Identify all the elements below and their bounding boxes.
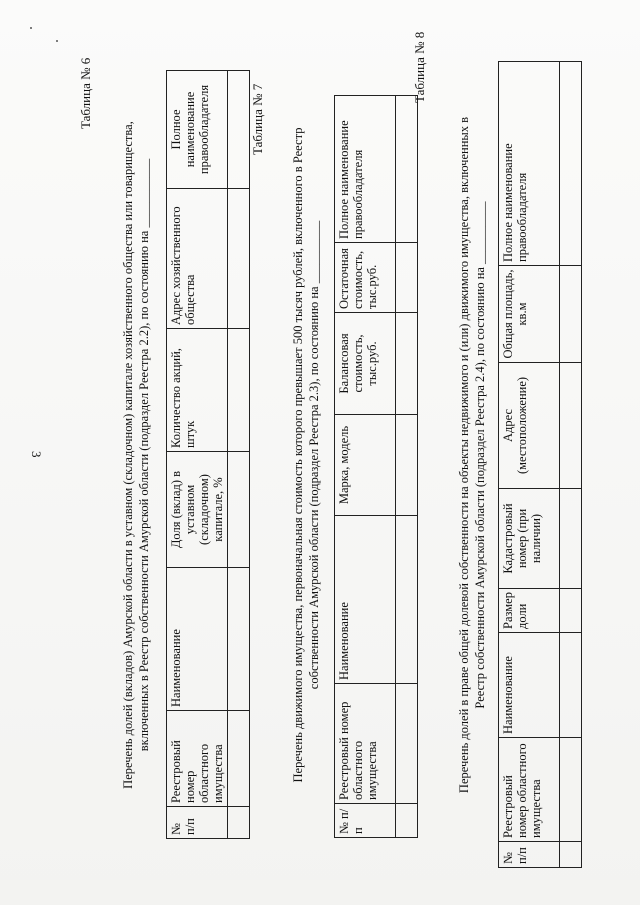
table6-header-cell: Полное наименование правообладателя — [167, 71, 228, 189]
scan-speck — [56, 40, 58, 42]
table7-title-line: собственности Амурской области (подраздел Реестра 2.3), по состоянию на __________ — [307, 220, 321, 690]
table8-cell — [560, 62, 582, 266]
table7-empty-row — [396, 96, 418, 838]
table6-header-cell: Реестровый номер областного имущества — [167, 711, 228, 807]
table8-cell — [560, 589, 582, 633]
table8-cell — [560, 842, 582, 868]
table8-empty-row — [560, 62, 582, 868]
table6-header-cell: Адрес хозяйственного общества — [167, 189, 228, 329]
table8 — [498, 61, 582, 868]
table7-header-cell: Наименование — [335, 516, 396, 684]
table8-cell — [560, 738, 582, 842]
table6-cell — [228, 329, 250, 452]
table6-header-cell: № п/п — [167, 807, 228, 839]
table6 — [166, 70, 250, 839]
page-number: 3 — [29, 451, 44, 458]
table7-header-cell: Полное наименование правообладателя — [335, 96, 396, 243]
table7-cell — [396, 804, 418, 838]
table6-title — [120, 75, 152, 835]
table8-cell — [560, 363, 582, 489]
table8-cell — [560, 633, 582, 738]
table7-cell — [396, 516, 418, 684]
table6-cell — [228, 189, 250, 329]
table6-header-cell: Доля (вклад) в уставном (складочном) капитале, % — [167, 452, 228, 568]
table8-title — [456, 65, 488, 845]
table7-title — [290, 85, 322, 825]
table6-cell — [228, 711, 250, 807]
table8-header-cell: Кадастровый номер (при наличии) — [499, 489, 560, 589]
table6-cell — [228, 807, 250, 839]
table6-header-cell: Количество акций, штук — [167, 329, 228, 452]
table7 — [334, 95, 418, 838]
table8-header-cell: Полное наименование правообладателя — [499, 62, 560, 266]
table7-title-line: Перечень движимого имущества, первоначальная стоимость которого превышает 500 тысяч рублей, включенного в Реестр — [291, 127, 305, 783]
table8-header-cell: № п/п — [499, 842, 560, 868]
table7-cell — [396, 684, 418, 804]
table8-header-cell: Адрес (местоположение) — [499, 363, 560, 489]
table7-cell — [396, 96, 418, 243]
table6-cell — [228, 452, 250, 568]
table8-title-line: Перечень долей в праве общей долевой собственности на объекты недвижимого и (или) движимого имущества, включенных в — [457, 116, 471, 794]
table7-header-cell: Марка, модель — [335, 415, 396, 516]
table8-header-cell: Реестровый номер областного имущества — [499, 738, 560, 842]
table6-cell — [228, 71, 250, 189]
table8-title-line: Реестр собственности Амурской области (подраздел Реестра 2.4), по состоянию на __________ — [473, 201, 487, 709]
table7-header-cell: Остаточная стоимость, тыс.руб. — [335, 243, 396, 313]
table7-header-cell: № п/п — [335, 804, 396, 838]
table6-label: Таблица № 6 — [78, 57, 93, 129]
table8-cell — [560, 266, 582, 363]
table7-cell — [396, 243, 418, 313]
table7-label: Таблица № 7 — [250, 83, 265, 155]
table8-header-cell: Размер доли — [499, 589, 560, 633]
table8-header-cell: Наименование — [499, 633, 560, 738]
table7-cell — [396, 313, 418, 415]
table7-header-cell: Реестровый номер областного имущества — [335, 684, 396, 804]
table6-title-line: Перечень долей (вкладов) Амурской области в уставном (складочном) капитале хозяйственного общества или товарищества, — [121, 121, 135, 789]
table6-header-row — [167, 71, 228, 839]
table6-empty-row — [228, 71, 250, 839]
table8-label: Таблица № 8 — [412, 31, 427, 103]
table8-cell — [560, 489, 582, 589]
table8-header-row — [499, 62, 560, 868]
table7-header-row — [335, 96, 396, 838]
table7-cell — [396, 415, 418, 516]
table6-title-line: включенных в Реестр собственности Амурской области (подраздел Реестра 2.2), по состоянию на ___________ — [137, 158, 151, 752]
table6-cell — [228, 568, 250, 711]
table6-header-cell: Наименование — [167, 568, 228, 711]
table8-header-cell: Общая площадь, кв.м — [499, 266, 560, 363]
scan-speck — [30, 27, 32, 29]
table7-header-cell: Балансовая стоимость, тыс.руб. — [335, 313, 396, 415]
